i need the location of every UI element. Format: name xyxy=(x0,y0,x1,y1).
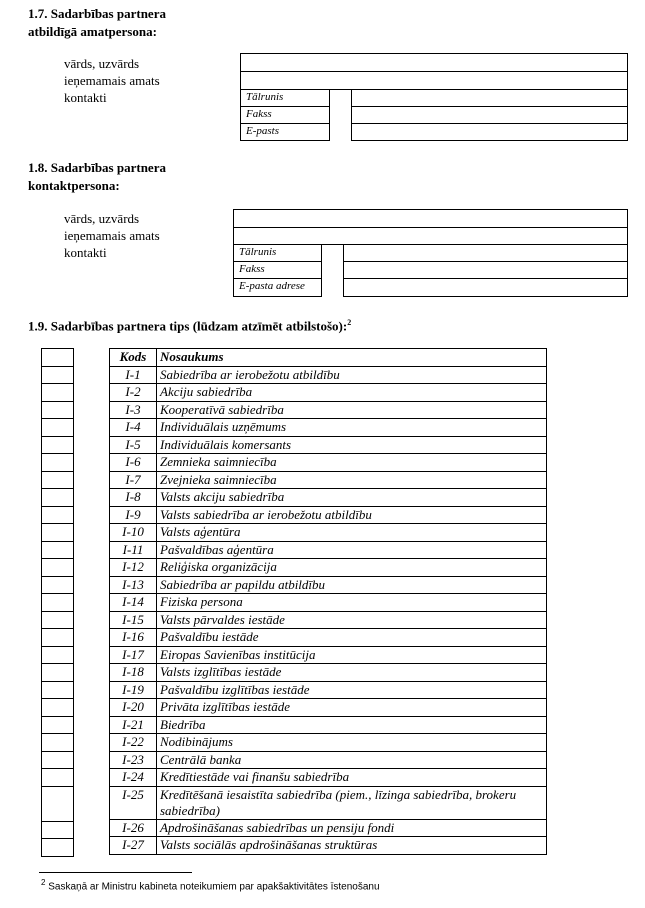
type-name: Valsts pārvaldes iestāde xyxy=(157,611,547,629)
checkbox-cell[interactable] xyxy=(42,471,74,489)
footnote: $^2$ Saskaņā ar Ministru kabineta noteikumiem par apakšaktivitātes īstenošanu xyxy=(41,878,380,893)
type-code: I-17 xyxy=(110,646,157,664)
type-code: I-26 xyxy=(110,819,157,837)
table-row xyxy=(110,366,547,384)
table-row xyxy=(110,576,547,594)
contact-phone-label: Tālrunis xyxy=(239,246,277,258)
checkbox-cell[interactable] xyxy=(42,716,74,734)
type-name: Individuālais komersants xyxy=(157,436,547,454)
email-field[interactable] xyxy=(351,123,628,141)
contact-email-field[interactable] xyxy=(343,278,628,297)
header-name: Nosaukums xyxy=(157,349,547,367)
table-row xyxy=(110,419,547,437)
type-code: I-22 xyxy=(110,734,157,752)
type-name: Centrālā banka xyxy=(157,751,547,769)
checkbox-cell[interactable] xyxy=(42,349,74,367)
contact-phone-field[interactable] xyxy=(343,244,628,262)
position-field[interactable] xyxy=(240,71,628,90)
type-code: I-27 xyxy=(110,837,157,855)
checkbox-cell[interactable] xyxy=(42,629,74,647)
table-row xyxy=(110,646,547,664)
type-code: I-5 xyxy=(110,436,157,454)
checkbox-cell[interactable] xyxy=(42,524,74,542)
type-name: Sabiedrība ar ierobežotu atbildību xyxy=(157,366,547,384)
table-row xyxy=(110,436,547,454)
section-1-8-labels: vārds, uzvārds ieņemamais amats kontakti xyxy=(64,211,160,260)
checkbox-cell[interactable] xyxy=(42,594,74,612)
checkbox-column xyxy=(41,348,74,857)
type-name: Biedrība xyxy=(157,716,547,734)
table-row xyxy=(110,471,547,489)
type-code: I-8 xyxy=(110,489,157,507)
contact-email-label: E-pasta adrese xyxy=(239,280,305,292)
type-name: Zemnieka saimniecība xyxy=(157,454,547,472)
fax-label: Fakss xyxy=(246,108,272,120)
table-row xyxy=(110,629,547,647)
checkbox-cell[interactable] xyxy=(42,839,74,857)
contact-fax-field[interactable] xyxy=(343,261,628,279)
footnote-divider xyxy=(39,872,192,873)
table-row xyxy=(110,716,547,734)
table-row xyxy=(110,489,547,507)
phone-label: Tālrunis xyxy=(246,91,284,103)
type-code: I-13 xyxy=(110,576,157,594)
checkbox-cell[interactable] xyxy=(42,699,74,717)
table-row xyxy=(110,699,547,717)
type-code: I-3 xyxy=(110,401,157,419)
type-code: I-1 xyxy=(110,366,157,384)
type-name: Akciju sabiedrība xyxy=(157,384,547,402)
table-row xyxy=(110,786,547,819)
table-row xyxy=(110,769,547,787)
type-name: Individuālais uzņēmums xyxy=(157,419,547,437)
name-field[interactable] xyxy=(240,53,628,72)
contact-position-field[interactable] xyxy=(233,227,628,245)
table-row xyxy=(110,541,547,559)
table-row xyxy=(110,664,547,682)
checkbox-cell[interactable] xyxy=(42,664,74,682)
type-name: Pašvaldības aģentūra xyxy=(157,541,547,559)
type-code: I-21 xyxy=(110,716,157,734)
table-row xyxy=(110,559,547,577)
contact-name-field[interactable] xyxy=(233,209,628,228)
header-code: Kods xyxy=(110,349,157,367)
type-name: Sabiedrība ar papildu atbildību xyxy=(157,576,547,594)
type-code: I-12 xyxy=(110,559,157,577)
type-name: Valsts aģentūra xyxy=(157,524,547,542)
checkbox-cell[interactable] xyxy=(42,436,74,454)
table-row xyxy=(110,819,547,837)
checkbox-cell[interactable] xyxy=(42,646,74,664)
type-code: I-7 xyxy=(110,471,157,489)
checkbox-cell[interactable] xyxy=(42,506,74,524)
type-code: I-16 xyxy=(110,629,157,647)
table-row xyxy=(110,611,547,629)
type-name: Valsts akciju sabiedrība xyxy=(157,489,547,507)
table-row xyxy=(110,401,547,419)
table-row xyxy=(110,681,547,699)
checkbox-cell[interactable] xyxy=(42,401,74,419)
table-row xyxy=(110,837,547,855)
type-name: Pašvaldību izglītības iestāde xyxy=(157,681,547,699)
section-1-8-title: 1.8. Sadarbības partnera kontaktpersona: xyxy=(28,160,166,193)
type-code: I-2 xyxy=(110,384,157,402)
contact-fax-label: Fakss xyxy=(239,263,265,275)
checkbox-cell[interactable] xyxy=(42,786,74,821)
checkbox-cell[interactable] xyxy=(42,366,74,384)
checkbox-cell[interactable] xyxy=(42,559,74,577)
type-code: I-24 xyxy=(110,769,157,787)
type-code: I-14 xyxy=(110,594,157,612)
type-name: Pašvaldību iestāde xyxy=(157,629,547,647)
section-1-7-labels: vārds, uzvārds ieņemamais amats kontakti xyxy=(64,56,160,105)
type-name: Privāta izglītības iestāde xyxy=(157,699,547,717)
checkbox-cell[interactable] xyxy=(42,489,74,507)
type-name: Valsts sociālās apdrošināšanas struktūras xyxy=(157,837,547,855)
checkbox-cell[interactable] xyxy=(42,576,74,594)
partner-type-table xyxy=(109,348,547,855)
checkbox-cell[interactable] xyxy=(42,751,74,769)
section-1-7-title: 1.7. Sadarbības partnera atbildīgā amatpersona: xyxy=(28,6,166,39)
checkbox-cell[interactable] xyxy=(42,541,74,559)
checkbox-cell[interactable] xyxy=(42,681,74,699)
type-name: Zvejnieka saimniecība xyxy=(157,471,547,489)
type-code: I-15 xyxy=(110,611,157,629)
type-name: Eiropas Savienības institūcija xyxy=(157,646,547,664)
table-row xyxy=(110,734,547,752)
fax-field[interactable] xyxy=(351,106,628,124)
type-code: I-23 xyxy=(110,751,157,769)
type-name: Nodibinājums xyxy=(157,734,547,752)
table-header-row xyxy=(110,349,547,367)
type-code: I-9 xyxy=(110,506,157,524)
footnote-ref: 2 xyxy=(347,318,352,327)
type-name: Reliģiska organizācija xyxy=(157,559,547,577)
checkbox-cell[interactable] xyxy=(42,611,74,629)
phone-field[interactable] xyxy=(351,89,628,107)
type-name: Kooperatīvā sabiedrība xyxy=(157,401,547,419)
type-code: I-10 xyxy=(110,524,157,542)
email-label: E-pasts xyxy=(246,125,279,137)
type-code: I-6 xyxy=(110,454,157,472)
type-name: Apdrošināšanas sabiedrības un pensiju fondi xyxy=(157,819,547,837)
table-row xyxy=(110,506,547,524)
type-code: I-20 xyxy=(110,699,157,717)
table-row xyxy=(110,384,547,402)
type-name: Valsts izglītības iestāde xyxy=(157,664,547,682)
checkbox-cell[interactable] xyxy=(42,734,74,752)
section-1-9-title: 1.9. Sadarbības partnera tips (lūdzam atzīmēt atbilstošo):$^2$ xyxy=(28,318,352,334)
table-row xyxy=(110,524,547,542)
checkbox-cell[interactable] xyxy=(42,821,74,839)
type-name: Fiziska persona xyxy=(157,594,547,612)
table-row xyxy=(110,454,547,472)
type-code: I-18 xyxy=(110,664,157,682)
type-code: I-11 xyxy=(110,541,157,559)
type-code: I-25 xyxy=(110,786,157,819)
checkbox-cell[interactable] xyxy=(42,384,74,402)
table-row xyxy=(110,751,547,769)
table-row xyxy=(110,594,547,612)
checkbox-cell[interactable] xyxy=(42,769,74,787)
type-name: Kredītēšanā iesaistīta sabiedrība (piem., līzinga sabiedrība, brokeru sabiedrība) xyxy=(157,786,547,819)
type-code: I-19 xyxy=(110,681,157,699)
type-code: I-4 xyxy=(110,419,157,437)
type-name: Valsts sabiedrība ar ierobežotu atbildību xyxy=(157,506,547,524)
checkbox-cell[interactable] xyxy=(42,419,74,437)
checkbox-cell[interactable] xyxy=(42,454,74,472)
type-name: Kredītiestāde vai finanšu sabiedrība xyxy=(157,769,547,787)
